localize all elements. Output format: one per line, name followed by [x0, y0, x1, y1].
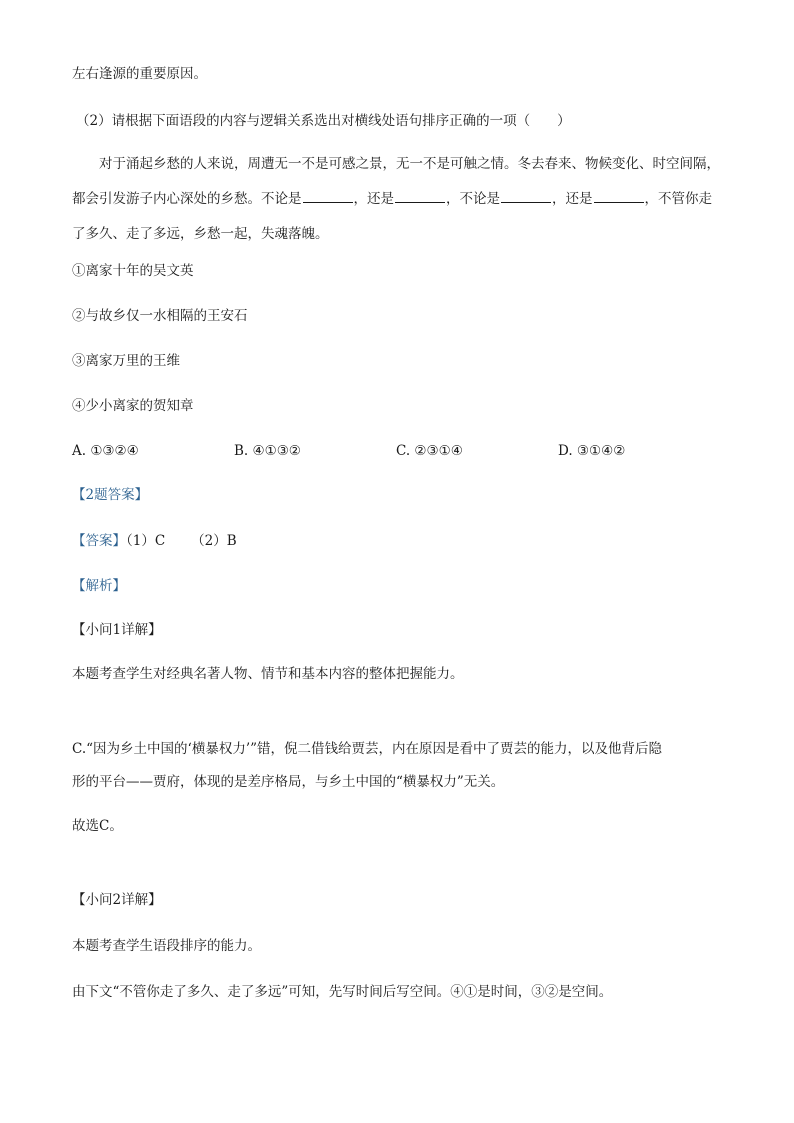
sentence-item-4: ④少小离家的贺知章 — [72, 398, 194, 414]
answer-line — [72, 531, 237, 551]
sub-question-1-option-c-line-2: 形的平台——贾府，体现的是差序格局，与乡土中国的“横暴权力”无关。 — [72, 774, 505, 790]
blank-2 — [395, 188, 445, 203]
option-a: A. ①③②④ — [72, 443, 139, 459]
sub-question-1-option-c-line-1: C.“因为乡土中国的‘横暴权力’”错，倪二借钱给贾芸，内在原因是看中了贾芸的能力，以及他背后隐 — [72, 741, 663, 757]
sub-question-1-intro: 本题考查学生对经典名著人物、情节和基本内容的整体把握能力。 — [72, 666, 464, 682]
answer-label: 【答案】 — [72, 533, 126, 549]
answer-1: （1）C — [126, 533, 166, 549]
sub-question-1-heading: 【小问1详解】 — [72, 622, 162, 638]
option-b: B. ④①③② — [234, 443, 301, 459]
previous-answer-tail: 左右逢源的重要原因。 — [72, 66, 207, 82]
sub-question-2-intro: 本题考查学生语段排序的能力。 — [72, 938, 261, 954]
question-2-passage — [72, 147, 723, 252]
answer-section-heading: 【2题答案】 — [72, 487, 149, 503]
answer-2: （2）B — [191, 533, 237, 549]
passage-text-start: 对于涌起乡愁的人来说，周遭无一不是可感之景，无一不是可触之情。冬去春来、物候变化、时空间隔，都会引发游子内心深处的乡愁。不论是 — [72, 156, 720, 207]
sentence-item-3: ③离家万里的王维 — [72, 353, 180, 369]
passage-separator-1: ，还是 — [353, 191, 394, 207]
sub-question-2-explanation: 由下文“不管你走了多久、走了多远”可知，先写时间后写空间。④①是时间，③②是空间。 — [72, 984, 613, 1000]
analysis-heading: 【解析】 — [72, 578, 126, 594]
option-d: D. ③①④② — [558, 443, 626, 459]
blank-1 — [303, 188, 353, 203]
question-2-prompt: （2）请根据下面语段的内容与逻辑关系选出对横线处语句排序正确的一项（ ） — [76, 113, 571, 129]
passage-separator-2: ，不论是 — [446, 191, 500, 207]
passage-separator-3: ，还是 — [552, 191, 593, 207]
passage-text-end: ，不管你走了多久、走了多远，乡愁一起，失魂落魄。 — [72, 191, 712, 242]
answer-options — [72, 441, 732, 461]
blank-4 — [594, 188, 644, 203]
sub-question-1-conclusion: 故选C。 — [72, 818, 123, 834]
sub-question-2-heading: 【小问2详解】 — [72, 892, 162, 908]
blank-3 — [501, 188, 551, 203]
sentence-item-2: ②与故乡仅一水相隔的王安石 — [72, 308, 248, 324]
option-c: C. ②③①④ — [396, 443, 463, 459]
sentence-item-1: ①离家十年的吴文英 — [72, 263, 194, 279]
